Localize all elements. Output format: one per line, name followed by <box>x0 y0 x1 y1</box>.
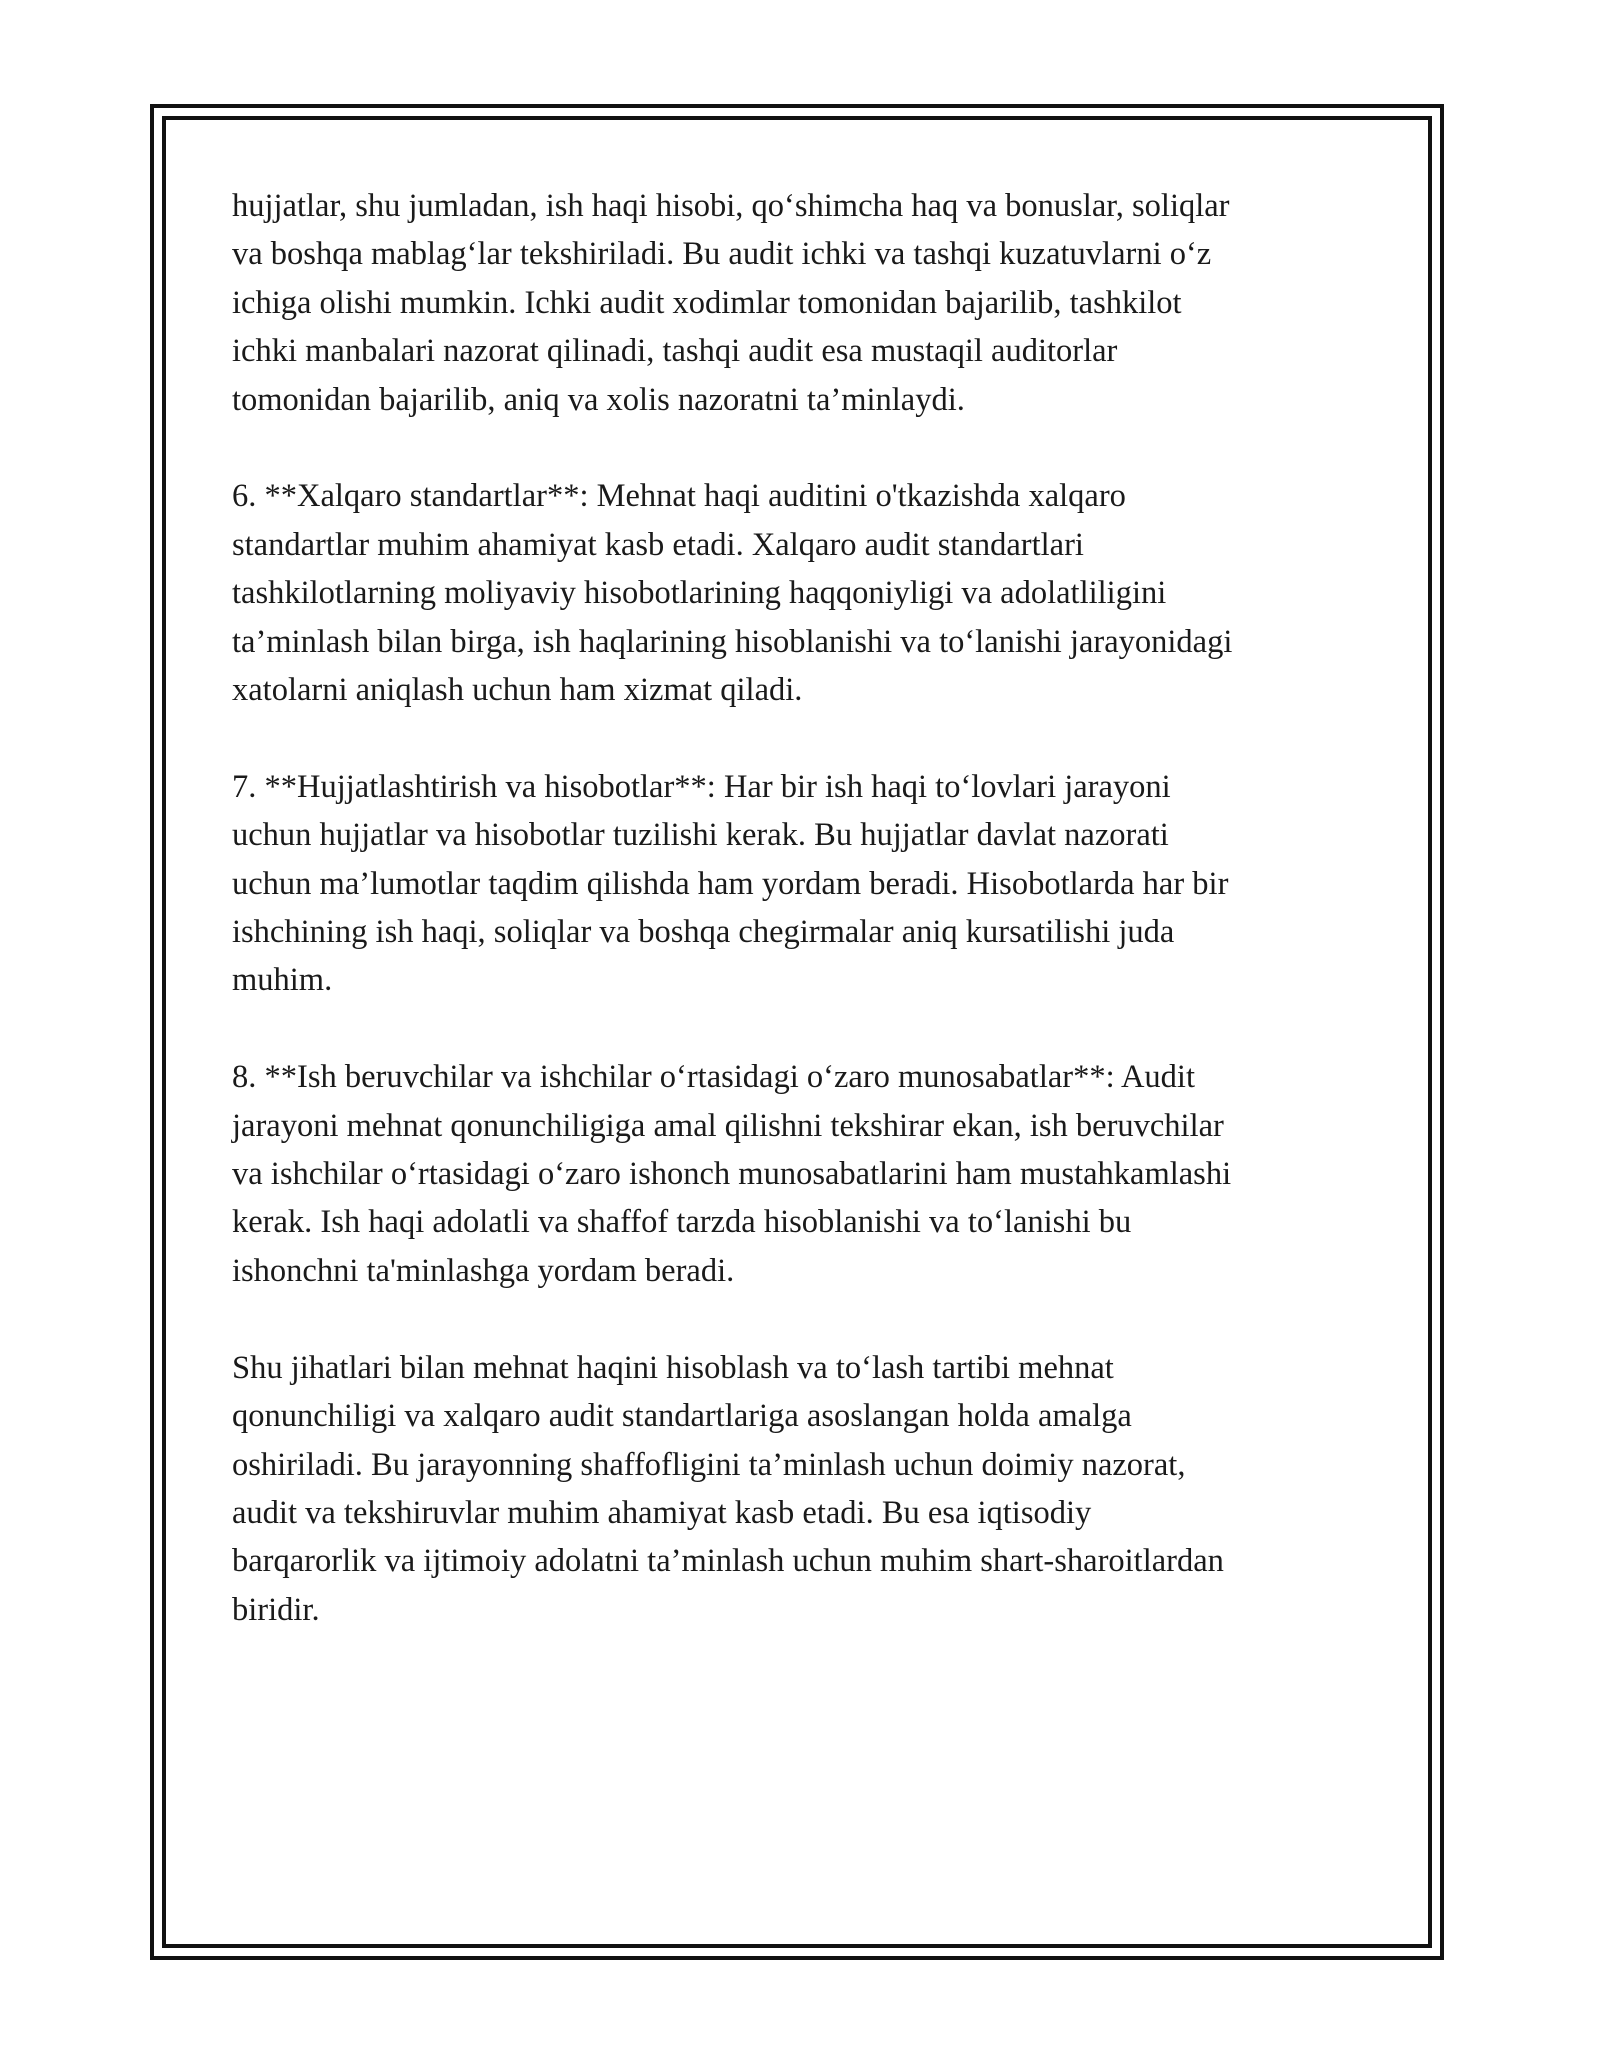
paragraph-employer-employee-relations: 8. **Ish beruvchilar va ishchilar o‘rtasidagi o‘zaro munosabatlar**: Audit jarayoni mehnat qonunchiligiga amal qilishni tekshirar ekan, ish beruvchilar va ishchilar o‘rtasidagi o‘zaro ishonch munosabatlarini ham mustahkamlashi kerak. Ish haqi adolatli va shaffof tarzda hisoblanishi va to‘lanishi bu ishonchni ta'minlashga yordam beradi. <box>232 1059 1232 1289</box>
paragraph-audit-continuation: hujjatlar, shu jumladan, ish haqi hisobi, qo‘shimcha haq va bonuslar, soliqlar va boshqa mablag‘lar tekshiriladi. Bu audit ichki va tashqi kuzatuvlarni o‘z ichiga olishi mumkin. Ichki audit xodimlar tomonidan bajarilib, tashkilot ichki manbalari nazorat qilinadi, tashqi audit esa mustaqil auditorlar tomonidan bajarilib, aniq va xolis nazoratni ta’minlaydi. <box>232 188 1230 418</box>
paragraph-documentation-reports: 7. **Hujjatlashtirish va hisobotlar**: Har bir ish haqi to‘lovlari jarayoni uchun hujjatlar va hisobotlar tuzilishi kerak. Bu hujjatlar davlat nazorati uchun ma’lumotlar taqdim qilishda ham yordam beradi. Hisobotlarda har bir ishchining ish haqi, soliqlar va boshqa chegirmalar aniq kursatilishi juda muhim. <box>232 768 1229 999</box>
paragraph-conclusion: Shu jihatlari bilan mehnat haqini hisoblash va to‘lash tartibi mehnat qonunchiligi va xalqaro audit standartlariga asoslangan holda amalga oshiriladi. Bu jarayonning shaffofligini ta’minlash uchun doimiy nazorat, audit va tekshiruvlar muhim ahamiyat kasb etadi. Bu esa iqtisodiy barqarorlik va ijtimoiy adolatni ta’minlash uchun muhim shart-sharoitlardan biridir. <box>232 1349 1224 1628</box>
document-body <box>232 182 1372 1683</box>
paragraph-international-standards: 6. **Xalqaro standartlar**: Mehnat haqi auditini o'tkazishda xalqaro standartlar muhim ahamiyat kasb etadi. Xalqaro audit standartlari tashkilotlarning moliyaviy hisobotlarining haqqoniyligi va adolatliligini ta’minlash bilan birga, ish haqlarining hisoblanishi va to‘lanishi jarayonidagi xatolarni aniqlash uchun ham xizmat qiladi. <box>232 478 1233 709</box>
